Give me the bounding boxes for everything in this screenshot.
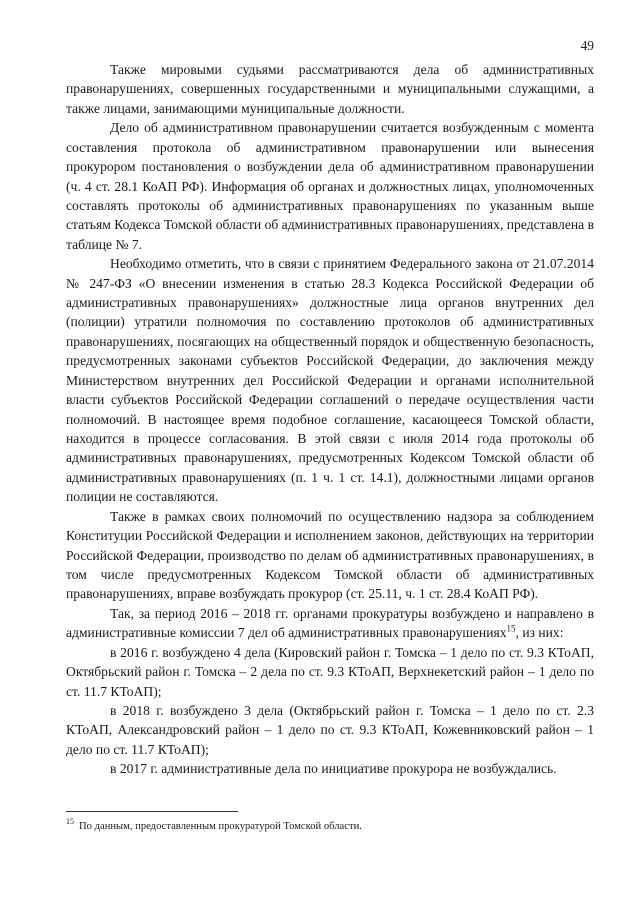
footnote-reference: 15: [506, 623, 516, 634]
paragraph-prosecutor-powers: Также в рамках своих полномочий по осуществлению надзора за соблюдением Конституции Российской Федерации и исполнением законов, действующих на территории Российской Федерации, производство по делам об административных правонарушениях, в том числе предусмотренных Кодексом Томской области об административных правонарушениях, вправе возбуждать прокурор (ст. 25.11, ч. 1 ст. 28.4 КоАП РФ).: [66, 508, 594, 602]
list-item-2016: в 2016 г. возбуждено 4 дела (Кировский район г. Томска – 1 дело по ст. 9.3 КТоАП, Октябрьский район г. Томска – 2 дела по ст. 9.3 КТоАП, Верхнекетский район – 1 дело по ст. 11.7 КТоАП);: [66, 644, 594, 699]
body-text: [66, 60, 594, 779]
footnote: [66, 817, 594, 834]
list-item-2018: в 2018 г. возбуждено 3 дела (Октябрьский район г. Томска – 1 дело по ст. 2.3 КТоАП, Александровский район – 1 дело по ст. 9.3 КТоАП, Кожевниковский район – 1 дело по ст. 11.7 КТоАП);: [66, 702, 594, 757]
period-summary-text: Так, за период 2016 – 2018 гг. органами прокуратуры возбуждено и направлено в административные комиссии 7 дел об административных правонарушениях: [66, 605, 594, 641]
paragraph-period-summary: [66, 604, 594, 643]
footnote-number: 15: [66, 817, 74, 827]
footnote-divider: [66, 811, 238, 812]
period-summary-tail: , из них:: [515, 625, 564, 641]
paragraph-magistrates: Также мировыми судьями рассматриваются дела об административных правонарушениях, совершенных государственными и муниципальными служащими, а также лицами, занимающими муниципальные должности.: [66, 62, 594, 116]
page-number: 49: [580, 38, 594, 53]
paragraph-federal-law: Необходимо отметить, что в связи с принятием Федерального закона от 21.07.2014 № 247-ФЗ «О внесении изменения в статью 28.3 Кодекса Российской Федерации об административных правонарушениях» должностные лица органов внутренних дел (полиции) утратили полномочия по составлению протоколов об административных правонарушениях, посягающих на общественный порядок и общественную безопасность, предусмотренных законами субъектов Российской Федерации, до заключения между Министерством внутренних дел Российской Федерации и органами исполнительной власти субъектов Российской Федерации соглашений о передаче осуществления части полномочий. В настоящее время подобное соглашение, касающееся Томской области, находится в процессе согласования. В этой связи с июля 2014 года протоколы об административных правонарушениях, предусмотренных Кодексом Томской области об административных правонарушениях (п. 1 ч. 1 ст. 14.1), должностными лицами органов полиции не составляются.: [66, 256, 594, 505]
footnote-text: По данным, предоставленным прокуратурой Томской области.: [79, 821, 362, 832]
list-item-2017: в 2017 г. административные дела по инициативе прокурора не возбуждались.: [110, 761, 557, 777]
paragraph-case-initiation: Дело об административном правонарушении считается возбужденным с момента составления протокола об административном правонарушении или вынесения прокурором постановления о возбуждении дела об административном правонарушении (ч. 4 ст. 28.1 КоАП РФ). Информация об органах и должностных лицах, уполномоченных составлять протоколы об административных правонарушениях по указанным выше статьям Кодекса Томской области об административных правонарушениях, представлена в таблице № 7.: [66, 120, 594, 252]
